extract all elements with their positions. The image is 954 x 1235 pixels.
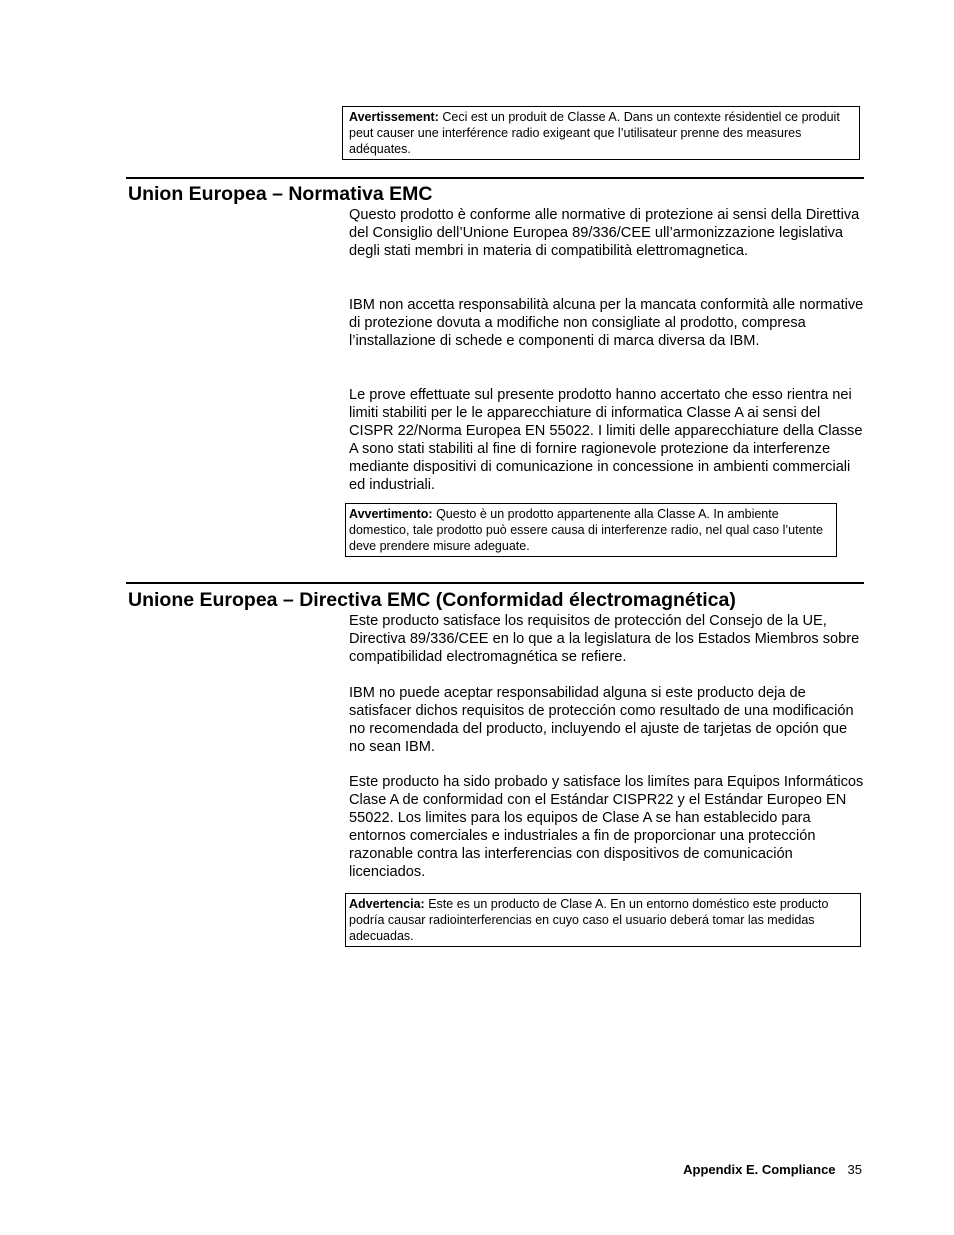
section-title-italian: Union Europea – Normativa EMC — [128, 183, 433, 205]
italian-paragraph-2: IBM non accetta responsabilità alcuna per la mancata conformità alle normative di protezione dovuta a modifiche non consigliate al prodotto, compresa l’installazione di schede e componenti di marca diversa da IBM. — [349, 297, 864, 349]
french-warning-box — [342, 106, 860, 160]
french-warning-text: Ceci est un produit de Classe A. Dans un contexte résidentiel ce produit peut causer une interférence radio exigeant que l’utilisateur prenne des measures adéquates. — [349, 110, 840, 156]
french-warning-label: Avertissement: — [349, 110, 439, 124]
section-title-spanish: Unione Europea – Directiva EMC (Conformidad électromagnética) — [128, 589, 736, 611]
italian-warning-text: Questo è un prodotto appartenente alla Classe A. In ambiente domestico, tale prodotto può essere causa di interferenze radio, nel qual caso l’utente deve prendere misure adeguate. — [349, 507, 823, 553]
spanish-paragraph-3: Este producto ha sido probado y satisface los limítes para Equipos Informáticos Clase A de conformidad con el Estándar CISPR22 y el Estándar Europeo EN 55022. Los limites para los equipos de Clase A se han establecido para entornos comerciales e industriales a fin de proporcionar una protección razonable contra las interferencias con dispositivos de comunicación licenciados. — [349, 774, 864, 880]
spanish-warning-text: Este es un producto de Clase A. En un entorno doméstico este producto podría causar radiointerferencias en cuyo caso el usuario deberá tomar las medidas adecuadas. — [349, 897, 829, 943]
italian-warning-label: Avvertimento: — [349, 507, 433, 521]
italian-paragraph-1: Questo prodotto è conforme alle normative di protezione ai sensi della Direttiva del Consiglio dell’Unione Europea 89/336/CEE ull’armonizzazione legislativa degli stati membri in materia di compatibilità elettromagnetica. — [349, 207, 860, 259]
section-divider-spanish — [126, 582, 864, 584]
spanish-paragraph-2: IBM no puede aceptar responsabilidad alguna si este producto deja de satisfacer dichos requisitos de protección como resultado de una modificación no recomendada del producto, incluyendo el ajuste de tarjetas de opción que no sean IBM. — [349, 685, 854, 755]
italian-warning-box — [345, 503, 837, 557]
spanish-paragraph-1: Este producto satisface los requisitos de protección del Consejo de la UE, Directiva 89/336/CEE en lo que a la legislatura de los Estados Miembros sobre compatibilidad electromagnética se refiere. — [349, 613, 860, 665]
italian-paragraph-3: Le prove effettuate sul presente prodotto hanno accertato che esso rientra nei limiti stabiliti per le le apparecchiature di informatica Classe A ai sensi del CISPR 22/Norma Europea EN 55022. I limiti delle apparecchiature della Classe A sono stati stabiliti al fine di fornire ragionevole protezione da interferenze mediante dispositivi di comunicazione in concessione in ambienti commerciali ed industriali. — [349, 387, 863, 493]
section-divider-italian — [126, 177, 864, 179]
spanish-warning-box — [345, 893, 861, 947]
page-number: 35 — [847, 1162, 862, 1177]
page-footer — [600, 1161, 862, 1179]
spanish-warning-label: Advertencia: — [349, 897, 425, 911]
footer-label: Appendix E. Compliance — [683, 1162, 836, 1177]
